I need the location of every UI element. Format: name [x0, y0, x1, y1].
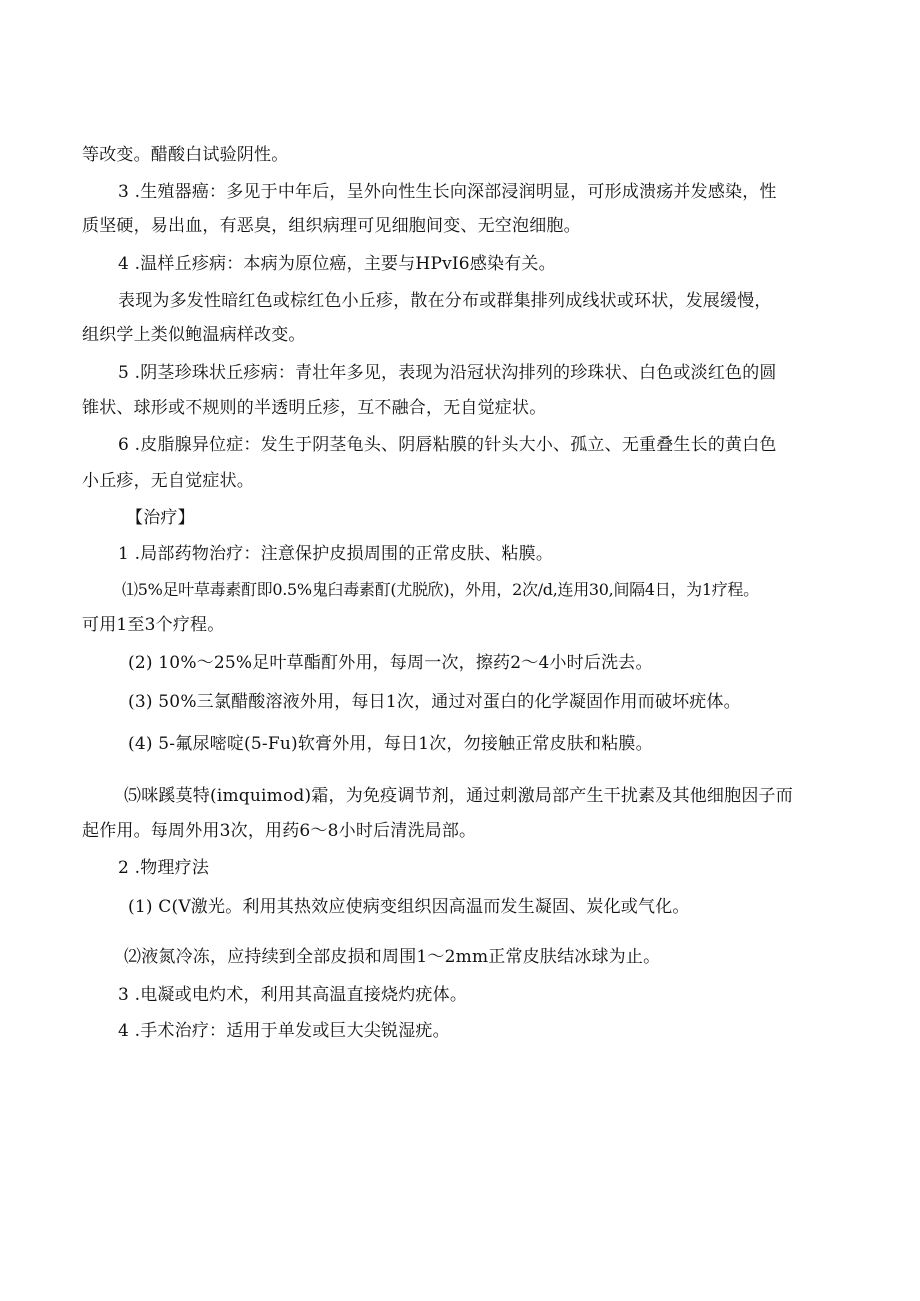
section-heading: 【治疗】	[126, 508, 195, 528]
text-line: 组织学上类似鲍温病样改变。	[82, 325, 306, 345]
text-line: ⑵液氮冷冻，应持续到全部皮损和周围1～2mm正常皮肤结冰球为止。	[124, 947, 661, 967]
text-line: 4 .手术治疗：适用于单发或巨大尖锐湿疣。	[118, 1021, 450, 1041]
text-line: 4 .温样丘疹病：本病为原位癌，主要与HPvI6感染有关。	[118, 254, 556, 274]
text-line: (3) 50%三氯醋酸溶液外用，每日1次，通过对蛋白的化学凝固作用而破坏疣体。	[128, 692, 741, 712]
text-line: 3 .电凝或电灼术，利用其高温直接烧灼疣体。	[118, 985, 468, 1005]
text-line: 起作用。每周外用3次，用药6～8小时后清洗局部。	[82, 821, 477, 841]
text-line: 5 .阴茎珍珠状丘疹病：青壮年多见，表现为沿冠状沟排列的珍珠状、白色或淡红色的圆	[118, 363, 777, 383]
text-line: 3 .生殖器癌：多见于中年后，呈外向性生长向深部浸润明显，可形成溃疡并发感染，性	[118, 182, 777, 202]
text-line: 表现为多发性暗红色或棕红色小丘疹，散在分布或群集排列成线状或环状，发展缓慢，	[118, 291, 772, 311]
text-line: 6 .皮脂腺异位症：发生于阴茎龟头、阴唇粘膜的针头大小、孤立、无重叠生长的黄白色	[118, 435, 777, 455]
text-line: 锥状、球形或不规则的半透明丘疹，互不融合，无自觉症状。	[82, 398, 547, 418]
text-line: 可用1至3个疗程。	[82, 615, 225, 635]
text-line: 小丘疹，无自觉症状。	[82, 471, 254, 491]
text-line: (4) 5-氟尿嘧啶(5-Fu)软膏外用，每日1次，勿接触正常皮肤和粘膜。	[128, 734, 653, 754]
text-line: (1) C(V激光。利用其热效应使病变组织因高温而发生凝固、炭化或气化。	[128, 897, 690, 917]
text-line: 1 .局部药物治疗：注意保护皮损周围的正常皮肤、粘膜。	[118, 544, 554, 564]
text-line: 2 .物理疗法	[118, 858, 210, 878]
text-line: 质坚硬，易出血，有恶臭，组织病理可见细胞间变、无空泡细胞。	[82, 216, 581, 236]
text-line: ⑴5%足叶草毒素酊即0.5%鬼臼毒素酊(尤脱欣)，外用，2次/d,连用30,间隔4日，为1疗程。	[122, 580, 759, 599]
text-line: ⑸咪蹊莫特(imquimod)霜，为免疫调节剂，通过刺激局部产生干扰素及其他细胞因子而	[124, 786, 793, 806]
text-line: 等改变。醋酸白试验阴性。	[82, 145, 289, 165]
text-line: (2) 10%～25%足叶草酯酊外用，每周一次，擦药2～4小时后洗去。	[128, 653, 653, 673]
